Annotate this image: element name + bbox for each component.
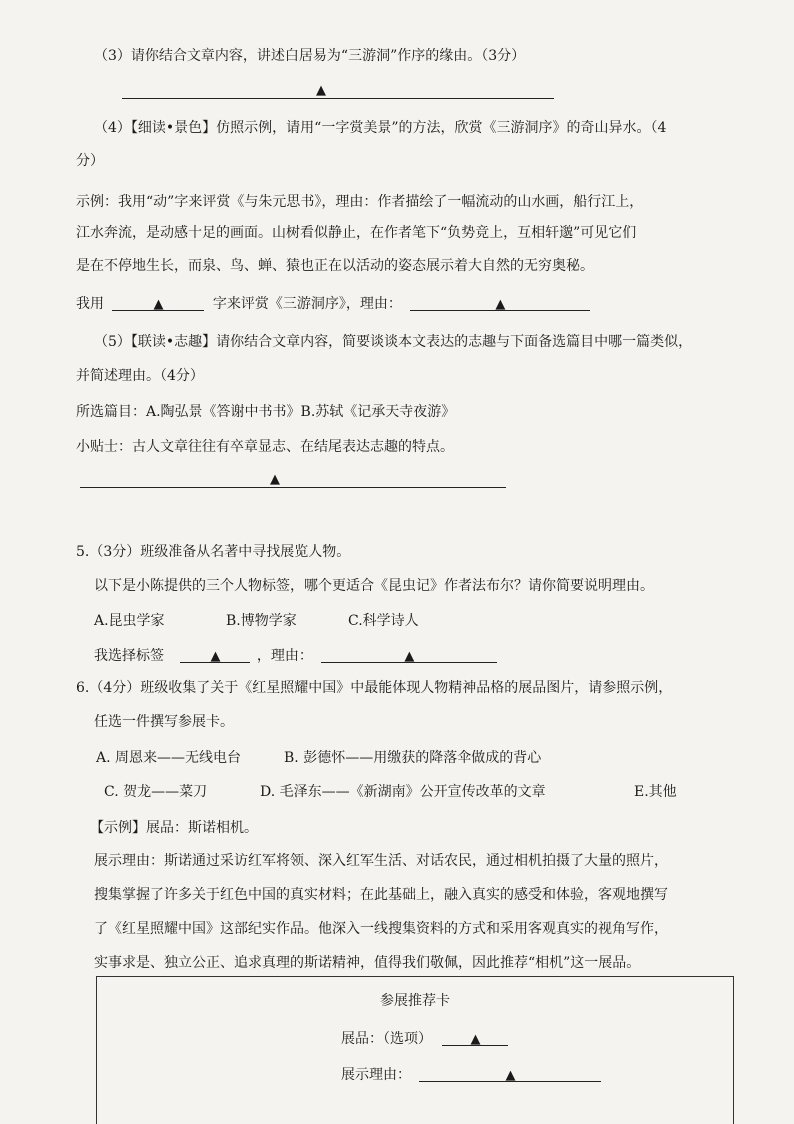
q5-reason-marker: ▲ — [404, 649, 415, 664]
q4-reason-marker: ▲ — [495, 297, 506, 312]
q6-option-a: A. 周恩来——无线电台 — [96, 750, 242, 766]
q5-label-marker: ▲ — [210, 649, 221, 664]
q5-option-c: C.科学诗人 — [348, 613, 419, 629]
q3-text: （3）请你结合文章内容，讲述白居易为“三游洞”作序的缘由。（3分） — [94, 48, 526, 64]
q4-reason-blank[interactable] — [410, 294, 590, 311]
q5-prompt: 以下是小陈提供的三个人物标签，哪个更适合《昆虫记》作者法布尔？请你简要说明理由。 — [94, 578, 654, 594]
q6-reason-line2: 搜集掌握了许多关于红色中国的真实材料；在此基础上，融入真实的感受和体验，客观地撰写 — [94, 887, 668, 903]
q5-answer-row — [94, 646, 497, 666]
q4-example-line1: 示例：我用“动”字来评赏《与朱元思书》，理由：作者描绘了一幅流动的山水画，船行江上， — [76, 194, 644, 210]
q4-line1: （4）【细读•景色】仿照示例，请用“一字赏美景”的方法，欣赏《三游洞序》的奇山异水。（4 — [94, 120, 667, 136]
q6-reason-line1: 展示理由：斯诺通过采访红军将领、深入红军生活、对话农民，通过相机拍摄了大量的照片， — [94, 853, 668, 869]
q5-reason-blank[interactable] — [321, 646, 497, 663]
card-reason-label: 展示理由： — [341, 1067, 411, 1083]
q6-reason-line4: 实事求是、独立公正、追求真理的斯诺精神，值得我们敬佩，因此推荐“相机”这一展品。 — [94, 955, 641, 971]
q6-option-b: B. 彭德怀——用缴获的降落伞做成的背心 — [284, 750, 542, 766]
q4-char-blank[interactable] — [112, 294, 204, 311]
card-reason-blank[interactable] — [419, 1065, 601, 1082]
q6-option-e: E.其他 — [634, 784, 677, 800]
q4-answer-prefix: 我用 — [76, 296, 104, 312]
card-title: 参展推荐卡 — [380, 993, 450, 1009]
recommendation-card — [96, 976, 734, 1124]
q6-option-c: C. 贺龙——菜刀 — [104, 784, 208, 800]
q6-example-head: 【示例】展品：斯诺相机。 — [90, 820, 258, 836]
q4-example-line3: 是在不停地生长，而泉、鸟、蝉、猿也正在以活动的姿态展示着大自然的无穷奥秘。 — [76, 258, 594, 274]
q6-title2: 任选一件撰写参展卡。 — [94, 714, 234, 730]
q6-option-d: D. 毛泽东——《新湖南》公开宣传改革的文章 — [260, 784, 546, 800]
q4-5-line2: 并简述理由。（4分） — [76, 368, 204, 384]
q3-answer-line[interactable] — [122, 83, 554, 99]
card-reason-row — [341, 1065, 601, 1085]
card-exhibit-label: 展品：（选项） — [341, 1031, 432, 1047]
card-exhibit-blank[interactable] — [442, 1029, 508, 1046]
card-exhibit-marker: ▲ — [470, 1032, 481, 1047]
q5-title: 5.（3分）班级准备从名著中寻找展览人物。 — [76, 544, 351, 560]
q4-char-marker: ▲ — [153, 297, 164, 312]
q4-answer-row — [76, 294, 590, 314]
q5-answer-mid: ，理由： — [256, 648, 313, 664]
q4-line2: 分） — [76, 153, 104, 169]
q6-reason-line3: 了《红星照耀中国》这部纪实作品。他深入一线搜集资料的方式和采用客观真实的视角写作， — [94, 921, 668, 937]
q4-5-tip: 小贴士：古人文章往往有卒章显志、在结尾表达志趣的特点。 — [76, 439, 454, 455]
q4-example-line2: 江水奔流，是动感十足的画面。山树看似静止，在作者笔下“负势竞上，互相轩邈”可见它们 — [76, 225, 637, 241]
q5-label-blank[interactable] — [180, 646, 250, 663]
q5-option-a: A.昆虫学家 — [94, 613, 165, 629]
q5-answer-prefix: 我选择标签 — [94, 648, 164, 664]
card-reason-marker: ▲ — [505, 1068, 516, 1083]
q4-5-line1: （5）【联读•志趣】请你结合文章内容，简要谈谈本文表达的志趣与下面备选篇目中哪一篇类似， — [94, 334, 693, 350]
q6-title: 6.（4分）班级收集了关于《红星照耀中国》中最能体现人物精神品格的展品图片，请参照示例， — [76, 680, 673, 696]
card-exhibit-row — [341, 1029, 508, 1049]
q4-5-answer-marker: ▲ — [270, 472, 280, 487]
q5-option-b: B.博物学家 — [226, 613, 297, 629]
q3-answer-marker: ▲ — [316, 83, 326, 98]
q4-answer-mid: 字来评赏《三游洞序》，理由： — [212, 296, 402, 312]
q4-5-options: 所选篇目：A.陶弘景《答谢中书书》B.苏轼《记承天寺夜游》 — [76, 404, 456, 420]
q4-5-answer-line[interactable] — [80, 472, 506, 488]
